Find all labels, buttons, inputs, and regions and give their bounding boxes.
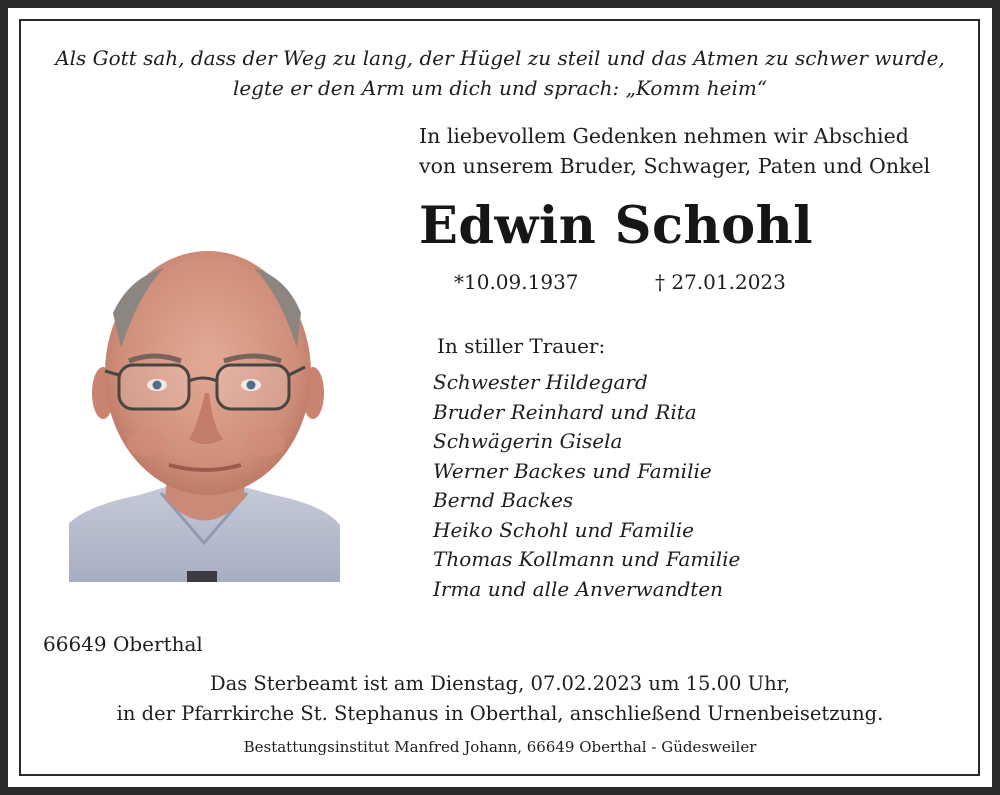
place-postcode: 66649 Oberthal — [43, 632, 203, 656]
mourner-item: Heiko Schohl und Familie — [433, 517, 695, 542]
intro-line-2: von unserem Bruder, Schwager, Paten und Onkel — [419, 154, 931, 178]
mourner-item: Bernd Backes — [433, 488, 574, 512]
service-line-1: Das Sterbeamt ist am Dienstag, 07.02.2023 um 15.00 Uhr, — [209, 672, 791, 695]
mourner-item: Schwester Hildegard — [433, 370, 648, 394]
death-date: † 27.01.2023 — [655, 270, 786, 294]
mourner-item: Thomas Kollmann und Familie — [433, 547, 741, 571]
quote-line-2: legte er den Arm um dich und sprach: „Komm heim“ — [232, 76, 768, 100]
mourner-item: Schwägerin Gisela — [433, 429, 623, 453]
quote-line-1: Als Gott sah, dass der Weg zu lang, der Hügel zu steil und das Atmen zu schwer wurde, — [55, 46, 945, 70]
mourners-list — [433, 368, 740, 604]
intro-line-1: In liebevollem Gedenken nehmen wir Abschied — [419, 124, 909, 148]
service-line-2: in der Pfarrkirche St. Stephanus in Oberthal, anschließend Urnenbeisetzung. — [116, 702, 884, 725]
funeral-home: Bestattungsinstitut Manfred Johann, 66649 Oberthal - Güdesweiler — [243, 738, 757, 756]
mourning-heading: In stiller Trauer: — [437, 334, 606, 358]
portrait-photo — [69, 243, 340, 582]
mourner-item: Irma und alle Anverwandten — [433, 576, 724, 601]
deceased-name: Edwin Schohl — [419, 196, 814, 256]
mourner-item: Werner Backes und Familie — [433, 458, 712, 483]
birth-date: *10.09.1937 — [454, 270, 579, 294]
mourner-item: Bruder Reinhard und Rita — [433, 399, 697, 424]
